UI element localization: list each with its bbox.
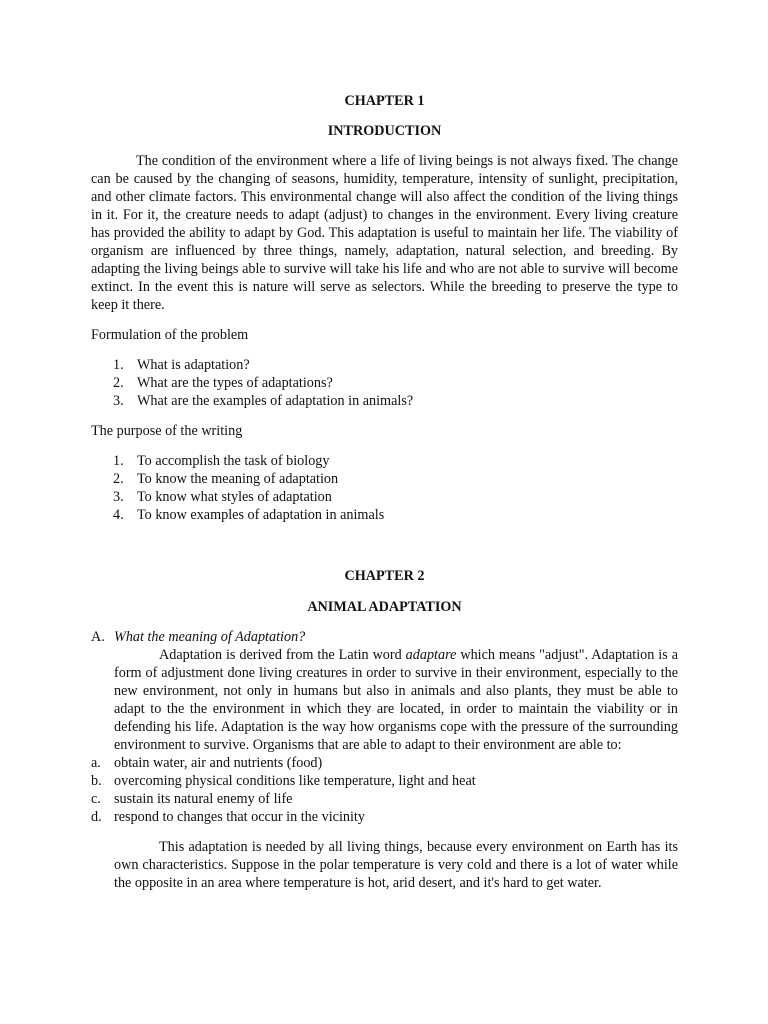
list-item: c. sustain its natural enemy of life [91,791,293,807]
intro-paragraph: The condition of the environment where a life of living beings is not always fixed. The change can be caused by the changing of seasons, humidity, temperature, intensity of sunlight, precipitation, and other climate factors. This environmental change will also affect the condition of the living things in it. For it, the creature needs to adapt (adjust) to changes in the environment. Every living creature has provided the ability to adapt by God. This adaptation is useful to maintain her life. The viability of organism are influenced by three things, namely, adaptation, natural selection, and breeding. By adapting the living beings able to survive will take his life and who are not able to survive will become extinct. In the event this is nature will serve as selectors. While the breeding to preserve the type to keep it there. [91,153,678,313]
list-item: 1. What is adaptation? [113,357,250,373]
chapter-2-label: CHAPTER 2 [344,568,425,584]
chapter-2-title: ANIMAL ADAPTATION [307,599,462,615]
chapter-1-label: CHAPTER 1 [344,93,425,109]
list-item: 4. To know examples of adaptation in animals [113,507,385,523]
chapter-1-title: INTRODUCTION [327,123,442,139]
adaptation-definition-paragraph: Adaptation is derived from the Latin word adaptare which means "adjust". Adaptation is a form of adjustment done living creatures in order to survive in their environment, especially to the new environment, not only in humans but also in animals and also plants, they must be able to adapt to the the environment in which they are located, in order to maintain the viability or in defending his life. Adaptation is the way how organisms cope with the pressure of the surrounding environment to survive. Organisms that are able to adapt to their environment are able to: [114,647,678,753]
list-item: a. obtain water, air and nutrients (food) [91,755,323,771]
list-item: 1. To accomplish the task of biology [113,453,330,469]
section-a-letter: A. [91,629,105,645]
purpose-heading: The purpose of the writing [91,423,243,439]
problem-heading: Formulation of the problem [91,327,249,343]
closing-paragraph: This adaptation is needed by all living things, because every environment on Earth has its own characteristics. Suppose in the polar temperature is very cold and there is a lot of water while the opposite in an area where temperature is hot, arid desert, and it's hard to get water. [114,839,678,891]
section-a-title: What the meaning of Adaptation? [114,629,306,645]
list-item: 3. To know what styles of adaptation [113,489,332,505]
list-item: 3. What are the examples of adaptation in animals? [113,393,414,409]
closing-section [91,838,678,892]
section-a-heading [91,628,678,646]
chapter-1 [91,0,678,524]
abilities-list [91,754,678,826]
problem-list [91,356,678,410]
purpose-list [91,452,678,524]
list-item: b. overcoming physical conditions like temperature, light and heat [91,773,476,789]
list-item: 2. To know the meaning of adaptation [113,471,339,487]
list-item: d. respond to changes that occur in the vicinity [91,809,365,825]
section-a-body [91,646,678,754]
chapter-2 [91,567,678,892]
latin-term: adaptare [405,647,457,663]
list-item: 2. What are the types of adaptations? [113,375,333,391]
